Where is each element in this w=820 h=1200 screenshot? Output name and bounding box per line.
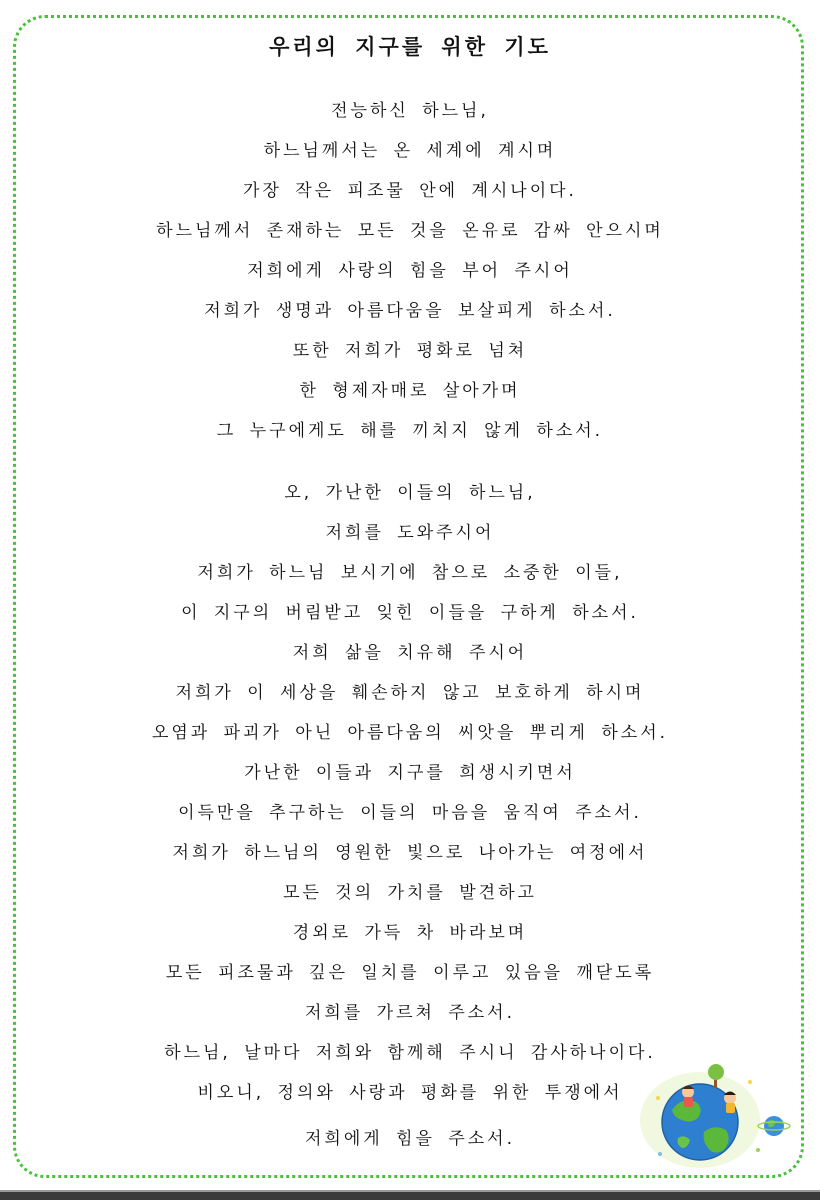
prayer-line: 이득만을 추구하는 이들의 마음을 움직여 주소서. (178, 803, 642, 823)
prayer-line: 하느님께서는 온 세계에 계시며 (263, 141, 557, 161)
prayer-line: 저희가 생명과 아름다움을 보살피게 하소서. (204, 301, 616, 321)
prayer-line: 저희 삶을 치유해 주시어 (292, 643, 528, 663)
prayer-line: 하느님, 날마다 저희와 함께해 주시니 감사하나이다. (164, 1043, 656, 1063)
prayer-line: 또한 저희가 평화로 넘쳐 (292, 341, 528, 361)
prayer-title: 우리의 지구를 위한 기도 (269, 35, 551, 59)
prayer-line: 저희를 가르쳐 주소서. (304, 1003, 515, 1023)
prayer-line: 비오니, 정의와 사랑과 평화를 위한 투쟁에서 (197, 1083, 623, 1103)
globe-children-icon (638, 1058, 798, 1170)
prayer-line: 전능하신 하느님, (331, 101, 489, 121)
prayer-line: 저희가 이 세상을 훼손하지 않고 보호하게 하시며 (175, 683, 645, 703)
prayer-line: 가난한 이들과 지구를 희생시키면서 (244, 763, 576, 783)
prayer-line: 모든 것의 가치를 발견하고 (283, 883, 537, 903)
stanza-1 (0, 91, 820, 451)
prayer-body (0, 91, 820, 1159)
bottom-edge-bar (0, 1190, 820, 1200)
prayer-line: 이 지구의 버림받고 잊힌 이들을 구하게 하소서. (181, 603, 639, 623)
prayer-line: 가장 작은 피조물 안에 계시나이다. (243, 181, 577, 201)
stanza-gap (0, 451, 820, 473)
prayer-line: 저희를 도와주시어 (325, 523, 495, 543)
stanza-2 (0, 473, 820, 1113)
prayer-line: 저희가 하느님의 영원한 빛으로 나아가는 여정에서 (172, 843, 648, 863)
prayer-line: 저희가 하느님 보시기에 참으로 소중한 이들, (197, 563, 623, 583)
prayer-line: 경외로 가득 차 바라보며 (292, 923, 528, 943)
prayer-line: 한 형제자매로 살아가며 (299, 381, 521, 401)
prayer-line: 저희에게 사랑의 힘을 부어 주시어 (247, 261, 573, 281)
prayer-line: 그 누구에게도 해를 끼치지 않게 하소서. (216, 421, 604, 441)
prayer-line: 오염과 파괴가 아닌 아름다움의 씨앗을 뿌리게 하소서. (151, 723, 669, 743)
prayer-line: 오, 가난한 이들의 하느님, (284, 483, 536, 503)
closing-line: 저희에게 힘을 주소서. (304, 1129, 515, 1149)
prayer-line: 모든 피조물과 깊은 일치를 이루고 있음을 깨닫도록 (165, 963, 655, 983)
prayer-line: 하느님께서 존재하는 모든 것을 온유로 감싸 안으시며 (156, 221, 664, 241)
